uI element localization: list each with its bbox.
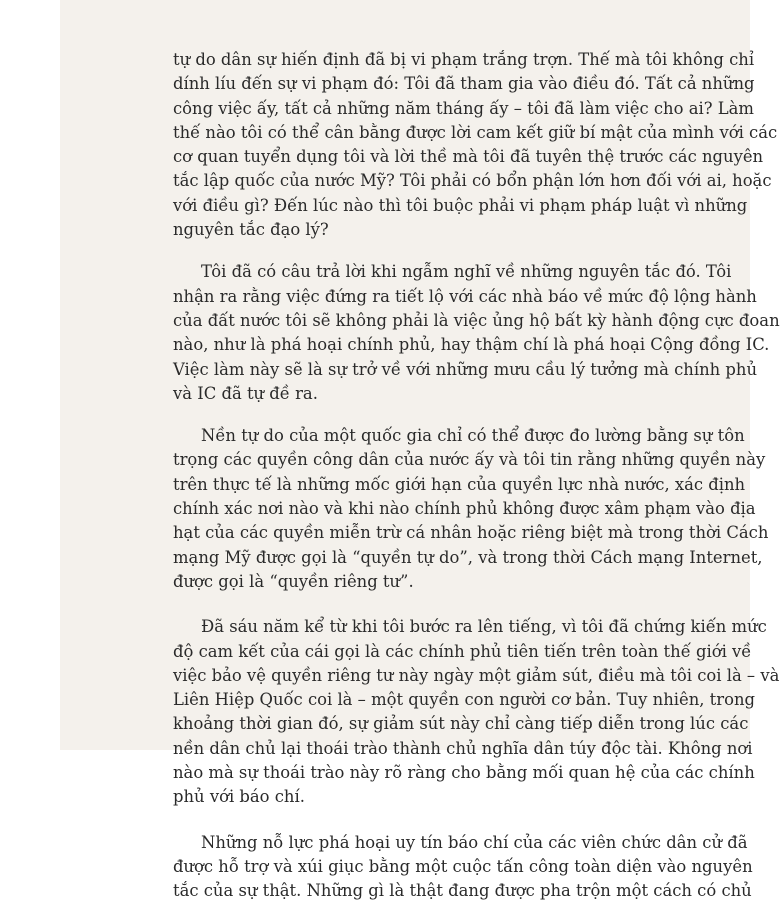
text-line: với điều gì? Đến lúc nào thì tôi buộc phải vi phạm pháp luật vì những: [173, 195, 748, 215]
text-line: cơ quan tuyển dụng tôi và lời thề mà tôi đã tuyên thệ trước các nguyên: [173, 147, 764, 167]
text-line: Những nỗ lực phá hoại uy tín báo chí của các viên chức dân cử đã: [201, 832, 748, 852]
paragraph-5: [173, 831, 753, 904]
paragraph-spacer: [173, 406, 603, 424]
text-line: nguyên tắc đạo lý?: [173, 220, 329, 240]
text-line: Nền tự do của một quốc gia chỉ có thể được đo lường bằng sự tôn: [201, 426, 745, 446]
paragraph-1: [173, 48, 778, 242]
text-line: dính líu đến sự vi phạm đó: Tôi đã tham gia vào điều đó. Tất cả những: [173, 74, 755, 94]
text-line: nhận ra rằng việc đứng ra tiết lộ với các nhà báo về mức độ lộng hành: [173, 286, 757, 306]
text-line: và IC đã tự đề ra.: [173, 383, 318, 403]
text-line: chính xác nơi nào và khi nào chính phủ không được xâm phạm vào địa: [173, 499, 756, 519]
text-line: phủ với báo chí.: [173, 787, 305, 807]
text-line: nào mà sự thoái trào này rõ ràng cho bằng mối quan hệ của các chính: [173, 763, 755, 783]
paragraph-spacer: [173, 594, 603, 615]
text-line: khoảng thời gian đó, sự giảm sút này chỉ càng tiếp diễn trong lúc các: [173, 714, 749, 734]
text-line: mạng Mỹ được gọi là “quyền tự do”, và trong thời Cách mạng Internet,: [173, 547, 763, 567]
text-line: việc bảo vệ quyền riêng tư này ngày một giảm sút, điều mà tôi coi là – và: [173, 665, 780, 685]
text-line: Đã sáu năm kể từ khi tôi bước ra lên tiếng, vì tôi đã chứng kiến mức: [201, 617, 767, 637]
text-line: tắc của sự thật. Những gì là thật đang được pha trộn một cách có chủ: [173, 881, 752, 901]
book-page: [60, 0, 780, 901]
paragraph-4: [173, 615, 780, 809]
text-line: được hỗ trợ và xúi giục bằng một cuộc tấn công toàn diện vào nguyên: [173, 856, 753, 876]
text-line: Liên Hiệp Quốc coi là – một quyền con người cơ bản. Tuy nhiên, trong: [173, 690, 756, 710]
paragraph-2: [173, 260, 780, 406]
paragraph-spacer: [173, 810, 603, 831]
text-line: Việc làm này sẽ là sự trở về với những mưu cầu lý tưởng mà chính phủ: [173, 359, 757, 379]
text-line: trên thực tế là những mốc giới hạn của quyền lực nhà nước, xác định: [173, 474, 746, 494]
text-block: [173, 48, 780, 904]
text-line: thế nào tôi có thể cân bằng được lời cam kết giữ bí mật của mình với các: [173, 122, 778, 142]
text-line: được gọi là “quyền riêng tư”.: [173, 571, 414, 591]
text-line: công việc ấy, tất cả những năm tháng ấy – tôi đã làm việc cho ai? Làm: [173, 98, 754, 118]
text-line: nào, như là phá hoại chính phủ, hay thậm chí là phá hoại Cộng đồng IC.: [173, 335, 770, 355]
paragraph-3: [173, 424, 769, 594]
text-line: của đất nước tôi sẽ không phải là việc ủng hộ bất kỳ hành động cực đoan: [173, 310, 780, 330]
text-line: Tôi đã có câu trả lời khi ngẫm nghĩ về những nguyên tắc đó. Tôi: [201, 262, 732, 282]
text-line: hạt của các quyền miễn trừ cá nhân hoặc riêng biệt mà trong thời Cách: [173, 523, 769, 543]
text-line: tắc lập quốc của nước Mỹ? Tôi phải có bổn phận lớn hơn đối với ai, hoặc: [173, 171, 772, 191]
text-line: độ cam kết của cái gọi là các chính phủ tiên tiến trên toàn thế giới về: [173, 641, 752, 661]
text-line: trọng các quyền công dân của nước ấy và tôi tin rằng những quyền này: [173, 450, 766, 470]
text-line: nền dân chủ lại thoái trào thành chủ nghĩa dân túy độc tài. Không nơi: [173, 738, 753, 758]
text-line: tự do dân sự hiến định đã bị vi phạm trắng trợn. Thế mà tôi không chỉ: [173, 50, 755, 69]
paragraph-spacer: [173, 242, 603, 260]
